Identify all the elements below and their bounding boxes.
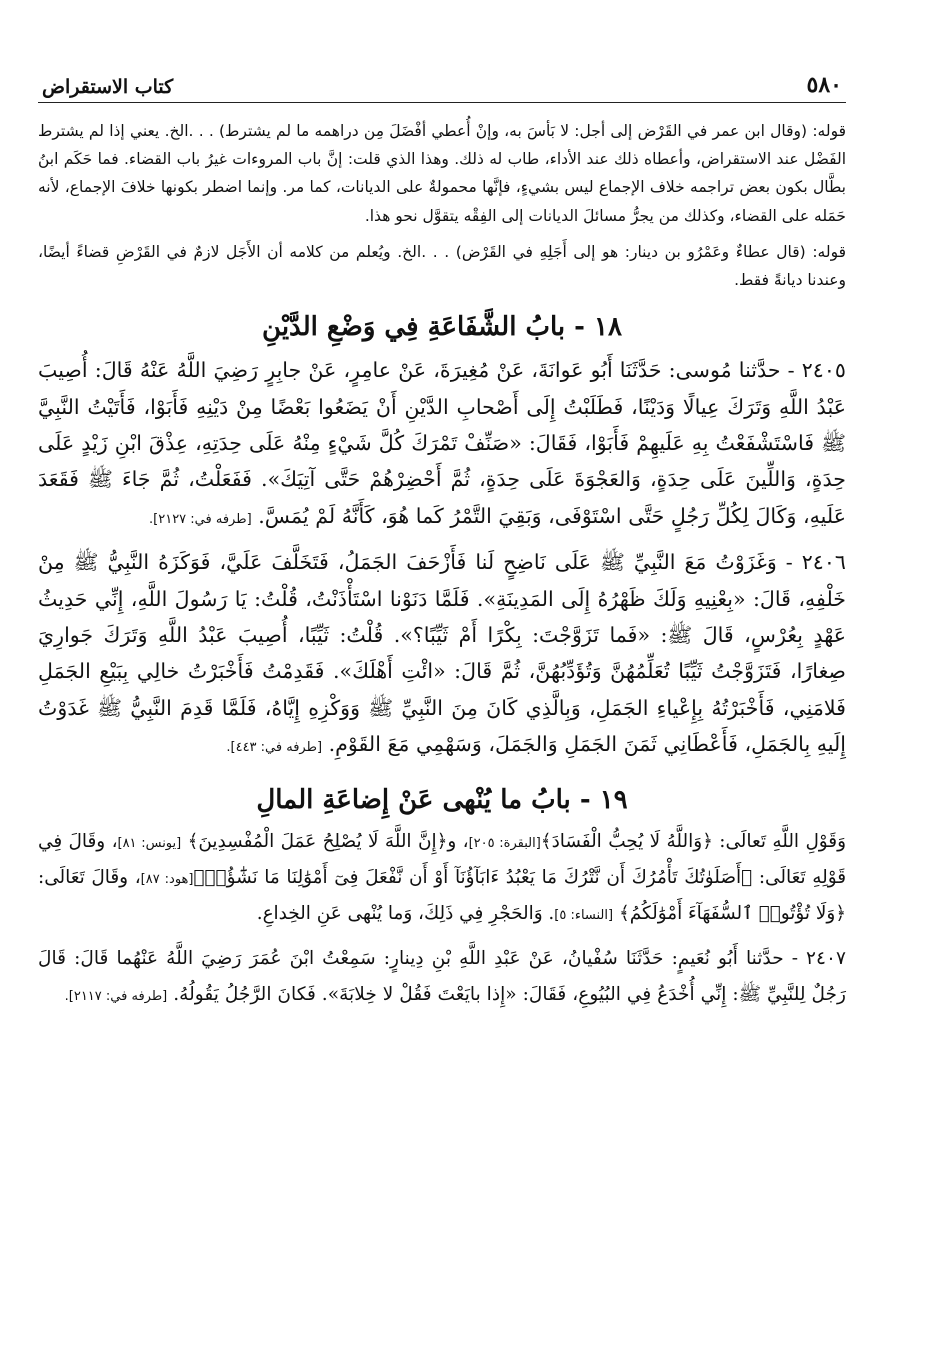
chapter-heading: ١٨ - بابُ الشَّفَاعَةِ فِي وَضْعِ الدَّيْنِ (262, 312, 622, 343)
verse-text: ، وقَالَ فِي قَوْلِهِ تَعَالَى: ﴿أَصَلَوٰتُكَ تَأْمُرُكَ أَن نَّتْرُكَ مَا يَعْبُدُ ءَابَآؤُنَآ أَوْ أَن نَّفْعَلَ فِىٓ أَمْوَٰلِنَا مَا نَشَٰٓؤُا۟﴾ (38, 830, 846, 888)
commentary (38, 117, 846, 294)
hadith-2407 (38, 941, 846, 1016)
cross-reference: [طرفه في: ٤٤٣]. (226, 740, 323, 756)
book-title: كتاب الاستقراض (42, 76, 174, 98)
hadith-text: ٢٤٠٧ - حدَّثنا أَبُو نُعَيمٍ: حَدَّثَنَا سُفْيانُ، عَنْ عَبْدِ اللَّهِ بْنِ دِينارٍ: سَمِعْتُ ابْنَ عُمَرَ رَضِيَ اللَّهُ عَنْهُما قَالَ: قَالَ رَجُلٌ لِلنَّبِيِّ ﷺ: إِنِّي أُخْدَعُ فِي البُيُوعِ، فَقَالَ: «إِذا بايَعْتَ فَقُلْ لا خِلابَةَ». فَكانَ الرَّجُلُ يَقُولُهُ. (38, 947, 846, 1006)
chapter-heading: ١٩ - بابُ ما يُنْهى عَنْ إِضاعَةِ المالِ (256, 784, 628, 815)
page-header (38, 60, 846, 103)
hadith-text: ٢٤٠٥ - حدَّثنا مُوسى: حَدَّثَنَا أَبُو عَوانَةَ، عَنْ مُغِيرَةَ، عَنْ عامِرٍ، عَنْ جابِرٍ رَضِيَ اللَّهُ عَنْهُ قَالَ: أُصِيبَ عَبْدُ اللَّهِ وَتَرَكَ عِيالًا وَدَيْنًا، فَطَلَبْتُ إِلَى أَصْحابِ الدَّيْنِ أَنْ يَضَعُوا بَعْضًا مِنْ دَيْنِهِ فَأَبَوْا، فَأَتَيْتُ النَّبِيَّ ﷺ فَاسْتَشْفَعْتُ بِهِ عَلَيهِمْ فَأَبَوْا، فَقَالَ: «صَنِّفْ تَمْرَكَ كُلَّ شَيْءٍ مِنْهُ عَلَى حِدَتِهِ، عِذْقَ ابْنِ زَيْدٍ عَلَى حِدَةٍ، وَاللِّينَ عَلَى حِدَةٍ، وَالعَجْوَةَ عَلَى حِدَةٍ، ثُمَّ أَحْضِرْهُمْ حَتَّى آتِيَكَ». فَفَعَلْتُ، ثُمَّ جَاءَ ﷺ فَقَعَدَ عَلَيهِ، وَكَالَ لِكُلِّ رَجُلٍ حَتَّى اسْتَوْفَى، وَبَقِيَ التَّمْرُ كَما هُوَ، كَأَنَّهُ لَمْ يُمَسَّ. (38, 358, 846, 528)
hadith-2405 (38, 352, 846, 538)
verse-text: . وَالحَجْرِ فِي ذَلِكَ، وَما يُنْهى عَنِ الخِداعِ. (256, 902, 555, 924)
verse-reference: [البقرة: ٢٠٥] (468, 835, 541, 851)
commentary-paragraph: قوله: (وقال ابن عمر في القَرْض إلى أجل: لا بَأسَ به، وإنْ أُعطي أفْضَلَ مِن دراهمه ما لم يشترط) . . .الخ. يعني إذا لم يشترط الفَضْل عند الاستقراض، وأعطاه ذلك عند الأداء، طاب له ذلك. وهذا الذي قلت: إنَّ باب المروءات غيرُ باب القضاء. فما حَكَم ابنُ بطَّال بكون بعض تراجمه خلاف الإجماع ليس بشيءٍ، فإنَّها محمولةٌ على الديانات، كما مر. وإنما اضطر بكونها خلافَ الإجماع، لأنه حَمَله على القضاء، وكذلك من يجرُّ مسائلَ الديانات إلى الفِقْه يتقوَّل نحو هذا. (38, 122, 846, 225)
verse-reference: [يونس: ٨١] (117, 835, 182, 851)
cross-reference: [طرفه في: ٢١١٧]. (64, 989, 168, 1005)
verse-text: ، وقَالَ تَعَالَى: ﴿وَلَا تُؤْتُوا۟ ٱلسُّفَهَآءَ أَمْوَٰلَكُمُ﴾ (38, 866, 846, 924)
page-number: ٥٨٠ (806, 72, 842, 98)
hadith-text: ٢٤٠٦ - وَغَزَوْتُ مَعَ النَّبِيِّ ﷺ عَلَى نَاضِحٍ لَنا فَأَزْحَفَ الجَمَلُ، فَتَخَلَّفَ عَلَيَّ، فَوَكَزَهُ النَّبِيُّ ﷺ مِنْ خَلْفِهِ، قَالَ: «بِعْنِيهِ وَلَكَ ظَهْرُهُ إِلَى المَدِينَةِ». فَلَمَّا دَنَوْنا اسْتَأْذَنْتُ، قُلْتُ: يَا رَسُولَ اللَّهِ، إِنِّي حَدِيثُ عَهْدٍ بِعُرْسٍ، قَالَ ﷺ: «فَما تَزَوَّجْتَ: بِكْرًا أَمْ ثَيِّبًا؟». قُلْتُ: ثَيِّبًا، أُصِيبَ عَبْدُ اللَّهِ وَتَرَكَ جَوارِيَ صِغارًا، فَتَزَوَّجْتُ ثَيِّبًا تُعَلِّمُهُنَّ وَتُؤَدِّبُهُنَّ، ثُمَّ قَالَ: «ائْتِ أَهْلَكَ». فَقَدِمْتُ فَأَخْبَرْتُ خالِي بِبَيْعِ الجَمَلِ فَلامَنِي، فَأَخْبَرْتُهُ بِإِعْياءِ الجَمَلِ، وَبِالَّذِي كَانَ مِنَ النَّبِيِّ ﷺ وَوَكْزِهِ إِيَّاهُ، فَلَمَّا قَدِمَ النَّبِيُّ ﷺ غَدَوْتُ إِلَيهِ بِالجَمَلِ، فَأَعْطَانِي ثَمَنَ الجَمَلِ وَالجَمَلَ، وَسَهْمِي مَعَ القَوْمِ. (38, 550, 846, 757)
verse-reference: [النساء: ٥] (554, 907, 614, 923)
verse-reference: [هود: ٨٧] (140, 871, 194, 887)
cross-reference: [طرفه في: ٢١٢٧]. (149, 511, 252, 527)
verse-text: ، و﴿إِنَّ اللَّهَ لَا يُصْلِحُ عَمَلَ الْمُفْسِدِينَ﴾ (187, 830, 469, 852)
quran-verses (38, 825, 846, 933)
verse-text: وَقَوْلِ اللَّهِ تَعالَى: ﴿وَاللَّهُ لَا يُحِبُّ الْفَسَادَ﴾ (540, 830, 846, 852)
hadith-2406 (38, 544, 846, 766)
commentary-paragraph: قوله: (قال عطاءٌ وعَمْرُو بن دينار: هو إلى أَجَلِهِ في القَرْض) . . .الخ. ويُعلم من كلامه أن الأَجَل لازمٌ في القَرْضِ قضاءً أيضًا، وعندنا ديانةً فقط. (38, 242, 846, 290)
